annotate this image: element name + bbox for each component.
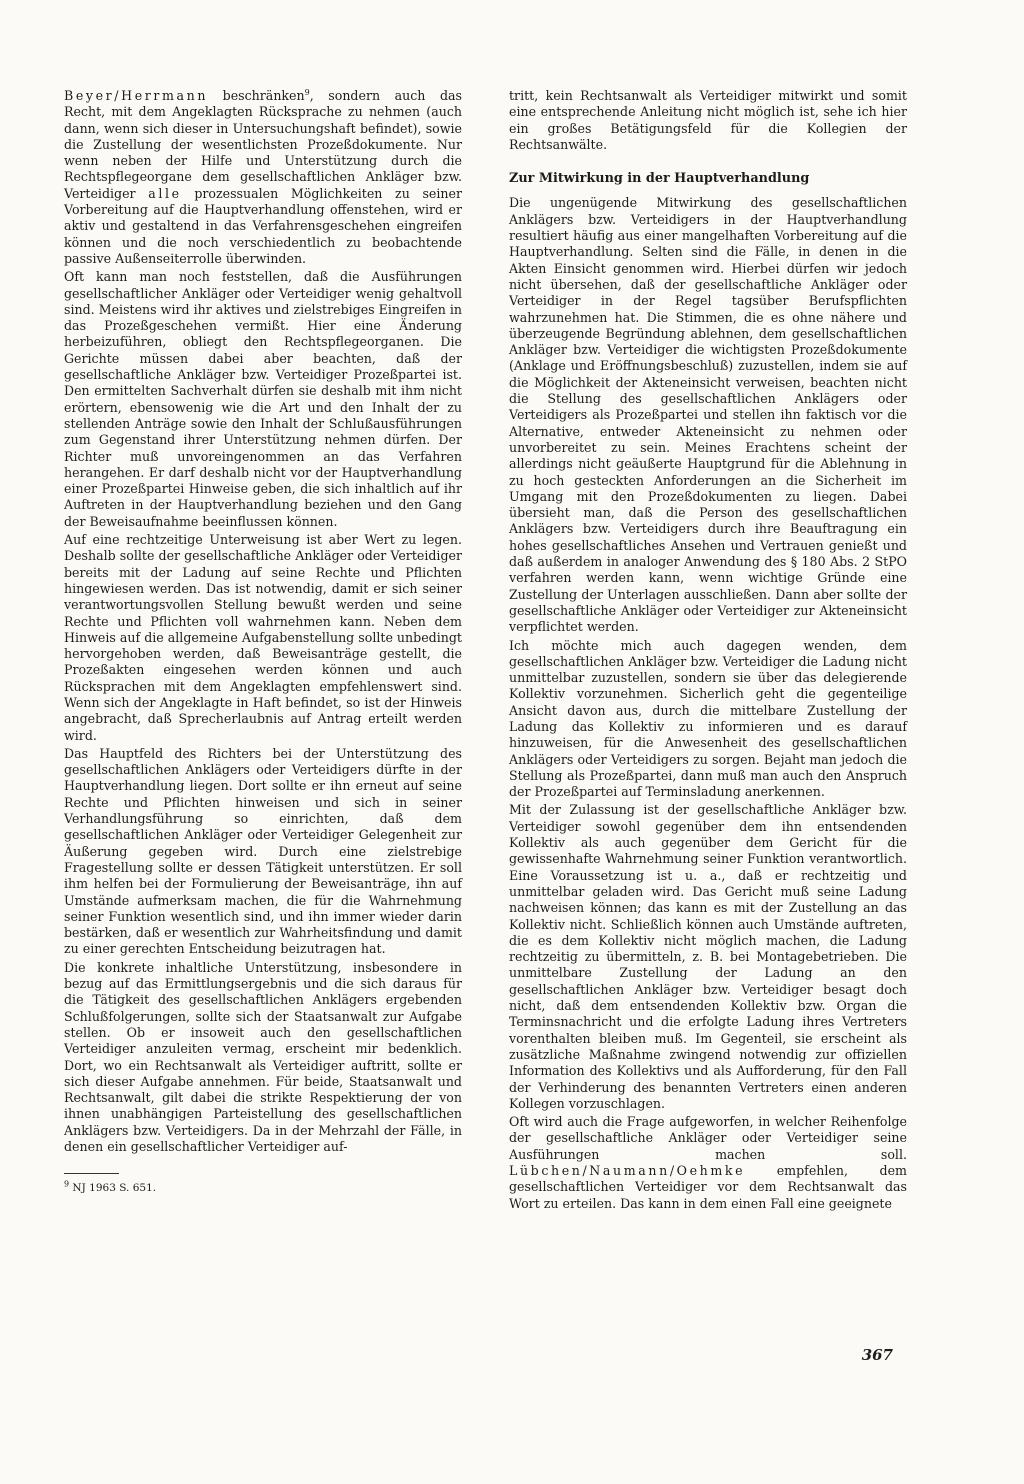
text-segment: prozessualen Möglichkeiten zu seiner Vorbereitung auf die Hauptverhandlung offenstehen, wird er aktiv und gestaltend in das Verfahrensgeschehen eingreifen können und die noch verschiedentlich zu beobachtende passive Außenseiterrolle überwinden. xyxy=(64,185,462,266)
text-segment: empfehlen, dem gesellschaftlichen Verteidiger vor dem Rechtsanwalt das Wort zu erteilen. Das kann in dem einen Fall eine geeignete xyxy=(509,1163,907,1211)
page-number: 367 xyxy=(861,1346,893,1364)
author-names: Beyer/Herrmann xyxy=(64,88,209,103)
footnote-ref: 9 xyxy=(304,87,310,97)
paragraph: Die konkrete inhaltliche Unterstützung, insbesondere in bezug auf das Ermittlungsergebnis und die sich daraus für die Tätigkeit des gesellschaftlichen Anklägers ergebenden Schlußfolgerungen, sollte sich der Staatsanwalt zur Aufgabe stellen. Ob er insoweit auch den gesellschaftlichen Verteidiger anzuleiten vermag, erscheint mir bedenklich. Dort, wo ein Rechtsanwalt als Verteidiger auftritt, sollte er sich dieser Aufgabe annehmen. Für beide, Staatsanwalt und Rechtsanwalt, gilt dabei die strikte Respektierung der von ihnen unabhängigen Parteistellung des gesellschaftlichen Anklägers bzw. Verteidigers. Da in der Mehrzahl der Fälle, in denen ein gesellschaftlicher Verteidiger auf- xyxy=(64,959,462,1154)
paragraph: Die ungenügende Mitwirkung des gesellschaftlichen Anklägers bzw. Verteidigers in der Hauptverhandlung resultiert häufig aus einer mangelhaften Vorbereitung auf die Hauptverhandlung. Selten sind die Fälle, in denen in die Akten Einsicht genommen wird. Hierbei dürfen wir jedoch nicht übersehen, daß der gesellschaftliche Ankläger oder Verteidiger in der Regel tagsüber Berufspflichten wahrzunehmen hat. Die Stimmen, die es ohne nähere und überzeugende Begründung ablehnen, dem gesellschaftlichen Ankläger bzw. Verteidiger die wichtigsten Prozeßdokumente (Anklage und Eröffnungsbeschluß) zuzustellen, indem sie auf die Möglichkeit der Akteneinsicht verweisen, beachten nicht die Stellung des gesellschaftlichen Anklägers oder Verteidigers als Prozeßpartei und stellen ihn faktisch vor die Alternative, entweder Akteneinsicht zu nehmen oder unvorbereitet zu sein. Meines Erachtens scheint der allerdings nicht geäußerte Hauptgrund für die Ablehnung in zu hoch gesteckten Anforderungen an die Sicherheit im Umgang mit den Prozeßdokumenten zu liegen. Dabei übersieht man, daß die Person des gesellschaftlichen Anklägers bzw. Verteidigers durch ihre Beauftragung ein hohes gesellschaftliches Ansehen und Vertrauen genießt und daß außerdem in analoger Anwendung des § 180 Abs. 2 StPO verfahren werden kann, wenn wichtige Gründe eine Zustellung der Unterlagen ausschließen. Dann aber sollte der gesellschaftliche Ankläger oder Verteidiger zur Akteneinsicht verpflichtet werden. xyxy=(509,195,907,635)
left-column xyxy=(64,88,462,1195)
text-segment: , sondern auch das Recht, mit dem Angeklagten Rücksprache zu nehmen (auch dann, wenn sich dieser in Untersuchungshaft befindet), sowie die Zustellung der wesentlichsten Prozeßdokumente. Nur wenn neben der Hilfe und Unterstützung durch die Rechtspflegeorgane dem gesellschaftlichen Ankläger bzw. Verteidiger xyxy=(64,88,462,201)
footnote-divider xyxy=(64,1173,119,1174)
right-column xyxy=(509,88,907,1212)
paragraph: Mit der Zulassung ist der gesellschaftliche Ankläger bzw. Verteidiger sowohl gegenüber dem ihn entsendenden Kollektiv als auch gegenüber dem Gericht für die gewissenhafte Wahrnehmung seiner Funktion verantwortlich. Eine Voraussetzung ist u. a., daß er rechtzeitig und unmittelbar geladen wird. Das Gericht muß seine Ladung nachweisen können; das kann es mit der Zustellung an das Kollektiv nicht. Schließlich können auch Umstände auftreten, die es dem Kollektiv nicht möglich machen, die Ladung rechtzeitig zu übermitteln, z. B. bei Montagebetrieben. Die unmittelbare Zustellung der Ladung an den gesellschaftlichen Ankläger bzw. Verteidiger besagt doch nicht, daß dem entsendenden Kollektiv bzw. Organ die Terminsnachricht und die erfolgte Ladung ihres Vertreters vorenthalten bleiben muß. Im Gegenteil, sie erscheint als zusätzliche Maßnahme zwingend notwendig zur offiziellen Information des Kollektivs und als Aufforderung, für den Fall der Verhinderung des benannten Vertreters einen anderen Kollegen vorzuschlagen. xyxy=(509,802,907,1111)
paragraph: Ich möchte mich auch dagegen wenden, dem gesellschaftlichen Ankläger bzw. Verteidiger die Ladung nicht unmittelbar zuzustellen, sondern sie über das delegierende Kollektiv vorzunehmen. Sicherlich geht die gegenteilige Ansicht davon aus, durch die mittelbare Zustellung der Ladung das Kollektiv zu informieren und es darauf hinzuweisen, für die Anwesenheit des gesellschaftlichen Anklägers oder Verteidigers zu sorgen. Bejaht man jedoch die Stellung als Prozeßpartei, dann muß man auch den Anspruch der Prozeßpartei auf Terminsladung anerkennen. xyxy=(509,637,907,800)
footnote-number: 9 xyxy=(64,1179,70,1189)
section-heading: Zur Mitwirkung in der Hauptverhandlung xyxy=(509,171,810,187)
paragraph xyxy=(64,88,462,267)
paragraph: Oft kann man noch feststellen, daß die Ausführungen gesellschaftlicher Ankläger oder Verteidiger wenig gehaltvoll sind. Meistens wird ihr aktives und zielstrebiges Eingreifen in das Prozeßgeschehen vermißt. Hier eine Änderung herbeizuführen, obliegt den Rechtspflegeorganen. Die Gerichte müssen dabei aber beachten, daß der gesellschaftliche Ankläger bzw. Verteidiger Prozeßpartei ist. Den ermittelten Sachverhalt dürfen sie deshalb mit ihm nicht erörtern, ebensowenig wie die Art und den Inhalt der zu stellenden Anträge sowie den Inhalt der Schlußausführungen zum Gegenstand ihrer Unterstützung nehmen dürfen. Der Richter muß unvoreingenommen an das Verfahren herangehen. Er darf deshalb nicht vor der Hauptverhandlung einer Prozeßpartei Hinweise geben, die sich inhaltlich auf ihr Auftreten in der Hauptverhandlung beziehen und den Gang der Beweisaufnahme beeinflussen können. xyxy=(64,269,462,529)
text-segment: Oft wird auch die Frage aufgeworfen, in welcher Reihenfolge der gesellschaftliche Ankläger oder Verteidiger seine Ausführungen machen soll. xyxy=(509,1114,907,1162)
paragraph: tritt, kein Rechtsanwalt als Verteidiger mitwirkt und somit eine entsprechende Anleitung nicht möglich ist, sehe ich hier ein großes Betätigungsfeld für die Kollegien der Rechtsanwälte. xyxy=(509,88,907,152)
emphasis-word: alle xyxy=(148,185,182,201)
author-names: Lübchen/Naumann/Oehmke xyxy=(509,1163,746,1178)
footnote-text: NJ 1963 S. 651. xyxy=(69,1182,157,1195)
paragraph xyxy=(509,1114,907,1212)
paragraph: Auf eine rechtzeitige Unterweisung ist aber Wert zu legen. Deshalb sollte der gesellschaftliche Ankläger oder Verteidiger bereits mit der Ladung auf seine Rechte und Pflichten hingewiesen werden. Das ist notwendig, damit er sich seiner verantwortungsvollen Stellung bewußt werden und seine Rechte und Pflichten voll wahrnehmen kann. Neben dem Hinweis auf die allgemeine Aufgabenstellung sollte unbedingt hervorgehoben werden, daß Beweisanträge gestellt, die Prozeßakten eingesehen werden können und auch Rücksprachen mit dem Angeklagten empfehlenswert sind. Wenn sich der Angeklagte in Haft befindet, so ist der Hinweis angebracht, daß Sprecherlaubnis auf Antrag erteilt werden wird. xyxy=(64,532,462,743)
footnote xyxy=(64,1179,462,1195)
paragraph: Das Hauptfeld des Richters bei der Unterstützung des gesellschaftlichen Anklägers oder Verteidigers dürfte in der Hauptverhandlung liegen. Dort sollte er ihn erneut auf seine Rechte und Pflichten hinweisen und sich in seiner Verhandlungsführung so einrichten, daß dem gesellschaftlichen Ankläger oder Verteidiger Gelegenheit zur Äußerung gegeben wird. Durch eine zielstrebige Fragestellung sollte er dessen Tätigkeit unterstützen. Er soll ihm helfen bei der Formulierung der Beweisanträge, ihn auf Umstände aufmerksam machen, die für die Wahrnehmung seiner Funktion wesentlich sind, und ihn immer wieder darin bestärken, daß er wesentlich zur Wahrheitsfindung und damit zu einer gerechten Entscheidung beizutragen hat. xyxy=(64,745,462,957)
text-segment: beschränken xyxy=(208,88,305,103)
